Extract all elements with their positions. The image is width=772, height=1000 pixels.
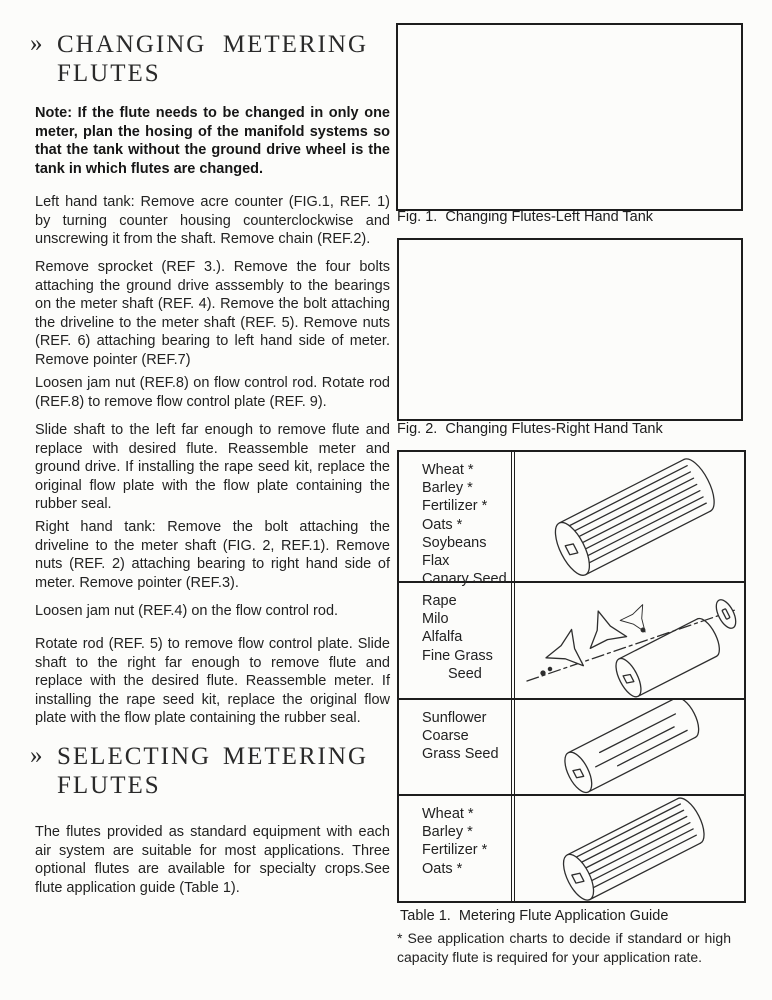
section-heading-changing-flutes — [30, 30, 370, 88]
crop-item: Wheat * — [422, 806, 474, 822]
left-tank-paragraph-1: Left hand tank: Remove acre counter (FIG.1, REF. 1) by turning counter housing counterclockwise and unscrewing it from the shaft. Remove chain (REF.2). — [35, 194, 390, 248]
rape-seed-kit-exploded-illustration — [515, 583, 744, 698]
crop-item: Barley * — [422, 480, 473, 497]
table-1-caption: Table 1. Metering Flute Application Guide — [400, 908, 669, 924]
crop-item: Rape — [422, 593, 457, 609]
crop-item: Fertilizer * — [422, 842, 488, 859]
figure-2-caption: Fig. 2. Changing Flutes-Right Hand Tank — [397, 421, 663, 437]
flute-illustration-cell — [515, 700, 744, 794]
crop-item: Canary Seed — [422, 571, 507, 588]
left-tank-paragraph-2: Remove sprocket (REF 3.). Remove the four bolts attaching the ground drive asssembly to the bearings on the meter shaft (REF. 4). Remove the bolt attaching the driveline to the meter shaft (REF. 5). Remove nuts (REF. 6) attaching bearing to left hand side of meter. Remove pointer (REF.7) — [35, 259, 390, 368]
crop-list-cell — [399, 796, 515, 901]
table-row — [399, 452, 744, 588]
note-paragraph: Note: If the flute needs to be changed in only one meter, plan the hosing of the manifold systems so that the tank without the ground drive wheel is the tank in which flutes are changed. — [35, 105, 390, 177]
figure-2-image-frame — [397, 238, 743, 421]
crop-list-cell — [399, 452, 515, 588]
heading-word-changing: CHANGING — [57, 31, 207, 58]
flute-illustration-cell — [515, 583, 744, 698]
crop-list-cell — [399, 583, 515, 698]
crop-item: Oats * — [422, 516, 463, 533]
high-capacity-fluted-roller-illustration — [515, 796, 744, 901]
left-tank-paragraph-3: Loosen jam nut (REF.8) on flow control rod. Rotate rod (REF.8) to remove flow control plate (REF. 9). — [35, 375, 390, 410]
crop-item: Sunflower — [422, 710, 487, 726]
crop-item: Oats * — [422, 860, 463, 877]
right-tank-paragraph-2: Loosen jam nut (REF.4) on the flow control rod. — [35, 603, 339, 619]
selecting-paragraph: The flutes provided as standard equipment with each air system are suitable for most applications. Three optional flutes are available for specialty crops.See flute application guide (Table 1). — [35, 824, 390, 896]
section-marker-glyph: » — [30, 742, 43, 769]
crop-item: Coarse — [422, 728, 469, 745]
left-tank-paragraph-4: Slide shaft to the left far enough to remove flute and replace with desired flute. Reassemble meter and ground drive. If installing the rape seed kit, replace the original flow plate with the flow plate containing the rubber seal. — [35, 422, 390, 513]
metering-flute-application-table — [397, 450, 746, 903]
table-row — [399, 700, 744, 796]
flute-illustration-cell — [515, 796, 744, 901]
crop-item: Seed — [448, 665, 482, 682]
table-row — [399, 796, 744, 901]
crop-list-cell — [399, 700, 515, 794]
heading-word-flutes: FLUTES — [57, 60, 161, 87]
figure-1-caption: Fig. 1. Changing Flutes-Left Hand Tank — [397, 209, 654, 225]
table-1-footnote: * See application charts to decide if standard or high capacity flute is required for your application rate. — [397, 930, 731, 965]
heading-word-selecting: SELECTING — [57, 743, 212, 770]
crop-item: Fine Grass — [422, 647, 493, 664]
crop-item: Barley * — [422, 824, 473, 841]
standard-fluted-roller-illustration — [515, 452, 744, 581]
table-row — [399, 583, 744, 700]
right-tank-paragraph-3: Rotate rod (REF. 5) to remove flow control plate. Slide shaft to the right far enough to remove flute and replace with the desired flute. Reassemble meter. If installing the rape seed kit, replace the original flow plate with the flow plate containing the rubber seal. — [35, 636, 390, 727]
crop-item: Flax — [422, 553, 450, 570]
figure-1-image-frame — [396, 23, 743, 211]
flute-illustration-cell — [515, 452, 744, 581]
crop-item: Milo — [422, 611, 449, 628]
section-marker-glyph: » — [30, 30, 43, 57]
crop-item: Wheat * — [422, 462, 474, 478]
crop-item: Grass Seed — [422, 746, 499, 763]
heading-word-metering: METERING — [222, 743, 368, 770]
crop-item: Alfalfa — [422, 629, 463, 646]
coarse-seed-roller-illustration — [515, 700, 744, 794]
heading-word-flutes: FLUTES — [57, 772, 161, 799]
heading-word-metering: METERING — [222, 31, 368, 58]
section-heading-selecting-flutes — [30, 742, 370, 800]
crop-item: Fertilizer * — [422, 498, 488, 515]
crop-item: Soybeans — [422, 534, 487, 551]
right-tank-paragraph-1: Right hand tank: Remove the bolt attaching the driveline to the meter shaft (FIG. 2, REF.1). Remove nuts (REF. 2) attaching bearing to right hand side of meter. Remove pointer (REF.3). — [35, 519, 390, 591]
